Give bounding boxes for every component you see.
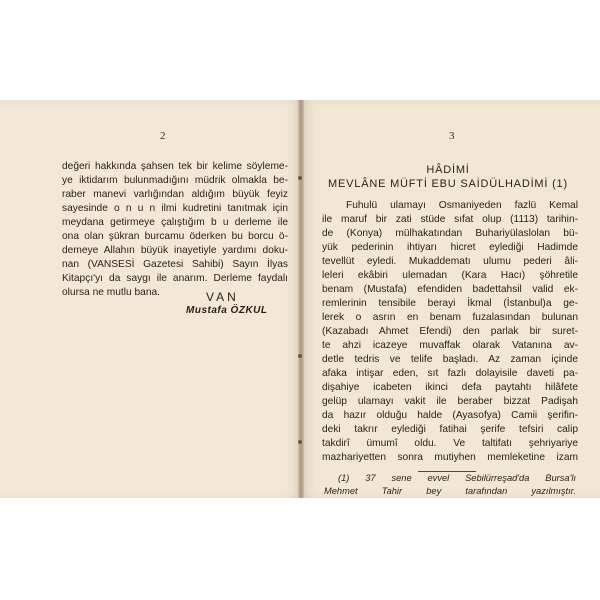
text-line: da hazır olduğu halde (Ayasofya) Camii şerifin-: [322, 410, 578, 421]
left-page-body: [62, 160, 288, 300]
signature-name: Mustafa ÖZKUL: [186, 305, 268, 316]
text-line: gelüp ulamayı vakit ile beraber bizzat Padişah: [322, 396, 578, 407]
footnote-line: Mehmet Tahir bey tarafından yazılmıştır.: [324, 486, 576, 496]
text-line: benam (Mustafa) efendiden badettahsil valid ek-: [322, 284, 578, 295]
text-line: takdirî ümumî oldu. Ve taltifatı şehriyariye: [322, 438, 578, 449]
text-line: detle tedris ve telife başladı. Az zaman içinde: [322, 354, 578, 365]
text-line: olursa ne mutlu bana.: [62, 287, 160, 298]
left-page-number: 2: [160, 130, 166, 142]
text-line: nan (VANSESİ Gazetesi Sahibi) Sayın İlyas: [62, 259, 288, 270]
chapter-heading: HÂDİMİ: [426, 164, 470, 176]
right-page-number: 3: [449, 130, 455, 142]
signature-city: VAN: [206, 290, 239, 304]
footnote-line: (1) 37 sene evvel Sebilürreşad'da Bursa'lı: [338, 473, 576, 483]
text-line: ona olan şükran burcamu öderken bu borcu ö-: [62, 231, 288, 242]
binding-stitch: [298, 176, 302, 180]
text-line: (Kazabadı Ahmet Efendi) den parlak bir suret-: [322, 326, 578, 337]
text-line: raber manevi varlığından aldığım büyük feyiz: [62, 189, 288, 200]
text-line: lerek o asrın en benam fuzalasından bulunan: [322, 312, 578, 323]
text-line: remlerinin tensibile berayi İkmal (İstanbul)a ge-: [322, 298, 578, 309]
binding-stitch: [298, 354, 302, 358]
footnote: [324, 472, 576, 498]
chapter-subheading: MEVLÂNE MÜFTİ EBU SAİDÜLHADİMİ (1): [328, 178, 568, 190]
text-line: sayesinde o n u n ilmi kudretini tanıtmak için: [62, 203, 288, 214]
text-line: yük pederinin ihtiyarı hicret eylediği Hadimde: [322, 242, 578, 253]
text-line: mazhariyetten sonra mutiyhen memleketine izam: [322, 452, 578, 463]
right-page-body: [322, 199, 578, 465]
text-line: ye iktidarım bulunmadığını müdrik olmakla be-: [62, 175, 288, 186]
text-line: dişahiye icabeten ikinci defa paytahtı hilâfete: [322, 382, 578, 393]
book-gutter: [298, 100, 304, 498]
text-line: demeye Allahın büyük inayetiyle yardımı doku-: [62, 245, 288, 256]
text-line: deki takrır eylediği fatihai şerife tefsiri calip: [322, 424, 578, 435]
text-line: Fuhulü ulamayı Osmaniyeden fazlü Kemal: [346, 200, 578, 211]
text-line: değeri hakkında şahsen tek bir kelime söyleme-: [62, 161, 288, 172]
text-line: afaka intişar eden, sıt fazlı dolayisile daveti pa-: [322, 368, 578, 379]
text-line: leleri ekâbiri ulemadan (Kara Hacı) şöhretile: [322, 270, 578, 281]
text-line: de (Konya) mülhakatından Buhariyülaslolan bü-: [322, 228, 578, 239]
text-line: ile maruf bir zati stüde sıfat olup (1113) tarihin-: [322, 214, 578, 225]
text-line: tevellüt eyledi. Mukaddematı ulumu pederi âli-: [322, 256, 578, 267]
binding-stitch: [298, 440, 302, 444]
text-line: meydana getirmeye çalıştığım b u derleme ile: [62, 217, 288, 228]
text-line: te ahzi icazeye muvaffak olarak Vatanına av-: [322, 340, 578, 351]
text-line: Kitapçı'yı da saygı ile anarım. Derleme faydalı: [62, 273, 288, 284]
